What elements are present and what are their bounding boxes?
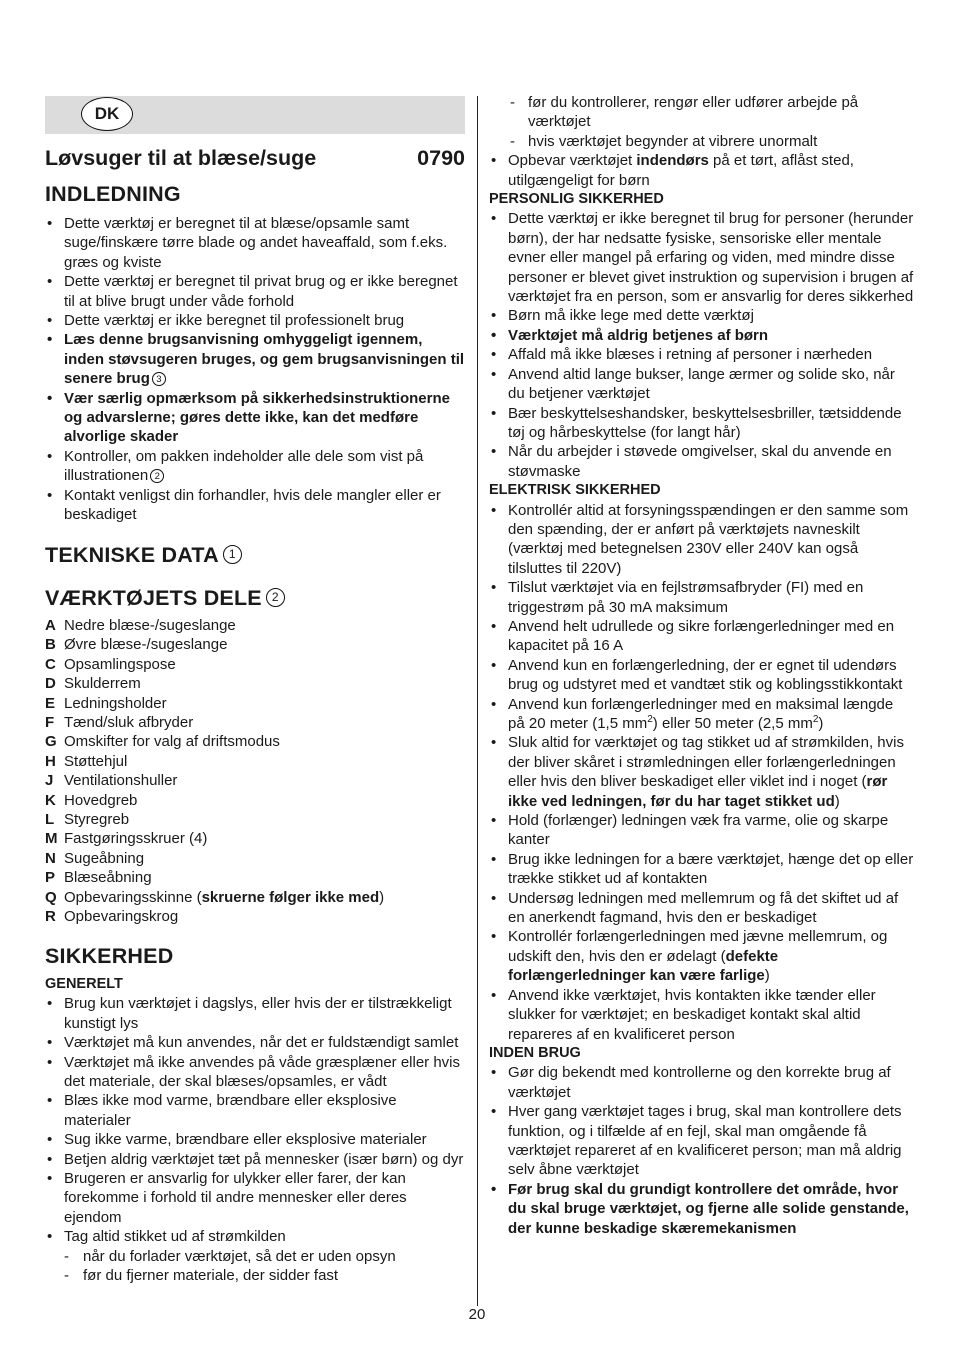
- part-text: Nedre blæse-/sugeslange: [64, 617, 236, 634]
- part-text: Øvre blæse-/sugeslange: [64, 636, 228, 654]
- parts-heading-text: VÆRKTØJETS DELE: [45, 586, 262, 610]
- item-text: Hver gang værktøjet tages i brug, skal man kontrollere dets funktion, og i tilfælde af en fejl, skal man omgående få værktøjet repareret af en kvalificeret person; man må aldrig selv åbne værktøjet: [508, 1103, 902, 1179]
- figure-ref: 2: [150, 469, 164, 483]
- parts-list: [45, 616, 465, 927]
- item-text: Undersøg ledningen med mellemrum og få det skiftet ud af en anerkendt fagmand, hvis den er beskadiget: [508, 889, 899, 927]
- list-item: [489, 695, 914, 734]
- item-text: Kontrollér altid at forsyningsspændingen er den samme som den spænding, der er anført på værktøjets navneskilt (værktøj med betegnelsen 230V eller 240V kan også tilsluttes til 220V): [508, 501, 909, 577]
- part-label: [64, 655, 176, 674]
- item-text: Dette værktøj er beregnet til at blæse/opsamle samt suge/finskære tørre blade og andet haveaffald, som f.eks. græs og kviste: [64, 215, 448, 271]
- part-label: [64, 674, 141, 693]
- part-item: [45, 868, 465, 887]
- techdata-heading: [45, 543, 242, 568]
- list-item: [489, 404, 914, 443]
- electrical-list: [489, 501, 914, 1044]
- item-text-mid: ) eller 50 meter (2,5 mm: [652, 715, 813, 732]
- document-title: [45, 146, 465, 171]
- intro-list: [45, 214, 465, 525]
- part-text: Opbevaringskrog: [64, 908, 179, 926]
- figure-ref-1: 1: [223, 545, 242, 564]
- part-text: Styregreb: [64, 811, 130, 829]
- part-key: G: [45, 733, 57, 751]
- list-item: [489, 326, 914, 345]
- list-item: - før du fjerner materiale, der sidder fast: [45, 1266, 465, 1285]
- storage-list: [489, 151, 914, 190]
- part-key: D: [45, 675, 56, 693]
- part-item: [45, 791, 465, 810]
- list-item: [489, 501, 914, 579]
- list-item: [45, 311, 465, 330]
- part-label: [64, 752, 127, 771]
- electrical-heading: ELEKTRISK SIKKERHED: [489, 482, 661, 499]
- general-heading: GENERELT: [45, 976, 123, 992]
- part-label: [64, 616, 236, 635]
- part-label: [64, 713, 193, 732]
- part-label: [64, 791, 137, 810]
- list-item: [489, 889, 914, 928]
- part-text: Fastgøringsskruer (4): [64, 830, 208, 848]
- list-item: [45, 272, 465, 311]
- list-item: [489, 811, 914, 850]
- part-key: E: [45, 694, 56, 712]
- item-text: Vær særlig opmærksom på sikkerhedsinstruktionerne og advarslerne; gøres dette ikke, kan det medføre alvorlige skader: [64, 389, 450, 446]
- list-item: • Brug kun værktøjet i dagslys, eller hvis der er tilstrækkeligt kunstigt lys: [45, 994, 465, 1033]
- item-text: Dette værktøj er ikke beregnet til brug for personer (herunder børn), der har nedsatte fysiske, sensoriske eller mentale evner eller mangel på erfaring og viden, med mindre disse personer er blevet givet instruktion og supervision i brugen af værktøjet fra en person, som er ansvarlig for deres sikkerhed: [508, 210, 914, 306]
- part-key: M: [45, 830, 58, 848]
- safety-heading: SIKKERHED: [45, 944, 174, 968]
- part-item: [45, 732, 465, 751]
- list-item: [489, 986, 914, 1044]
- item-text: Læs denne brugsanvisning omhyggeligt igennem, inden støvsugeren bruges, og gem brugsanvisningen til senere brug: [64, 331, 465, 388]
- list-item: [45, 214, 465, 272]
- part-label: [64, 732, 280, 751]
- list-item: [489, 365, 914, 404]
- item-text: Værktøjet må aldrig betjenes af børn: [508, 326, 769, 344]
- part-key: P: [45, 869, 56, 887]
- superscript: 2: [812, 714, 819, 725]
- list-item: [45, 447, 465, 486]
- general-safety: [45, 975, 465, 1286]
- part-text: Sugeåbning: [64, 849, 145, 867]
- part-text: Støttehjul: [64, 752, 128, 770]
- item-text: Før brug skal du grundigt kontrollere det område, hvor du skal bruge værktøjet, og fjerne alle solide genstande, der kunne beskadige skæremekanismen: [508, 1180, 909, 1237]
- superscript: 2: [647, 714, 653, 725]
- part-label: [64, 907, 178, 926]
- column-divider: [477, 96, 478, 1306]
- part-label: [64, 829, 207, 848]
- parts-list-container: [45, 616, 465, 927]
- list-item: [489, 850, 914, 889]
- part-text: Blæseåbning: [64, 869, 152, 887]
- personal-list: [489, 209, 914, 481]
- list-item: [489, 1063, 914, 1102]
- part-text: Ventilationshuller: [64, 772, 178, 790]
- part-label: [64, 771, 177, 790]
- part-key: R: [45, 908, 56, 926]
- list-item: • Betjen aldrig værktøjet tæt på mennesker (især børn) og dyr: [45, 1150, 465, 1169]
- item-text: Kontrollér forlængerledningen med jævne mellemrum, og udskift den, hvis den er ødelagt (: [508, 928, 888, 965]
- before-heading: INDEN BRUG: [489, 1044, 581, 1061]
- list-item: [489, 578, 914, 617]
- intro-list-container: [45, 214, 465, 525]
- part-label: [64, 888, 384, 907]
- product-title: Løvsuger til at blæse/suge: [45, 146, 317, 170]
- list-item: - før du kontrollerer, rengør eller udfører arbejde på værktøjet: [489, 93, 914, 132]
- part-text-after: ): [379, 888, 385, 906]
- list-item: [45, 486, 465, 525]
- list-item: [45, 330, 465, 388]
- list-item: • Værktøjet må ikke anvendes på våde græsplæner eller hvis det materiale, der skal blæses/opsamles, er vådt: [45, 1053, 465, 1092]
- list-item: [489, 442, 914, 481]
- item-text: Kontroller, om pakken indeholder alle dele som vist på illustrationen: [64, 447, 424, 485]
- list-item: • Brugeren er ansvarlig for ulykker eller farer, der kan forekomme i forhold til andre mennesker eller deres ejendom: [45, 1169, 465, 1227]
- parts-heading: [45, 586, 285, 611]
- item-text: Kontakt venligst din forhandler, hvis dele mangler eller er beskadiget: [64, 486, 441, 524]
- part-item: [45, 771, 465, 790]
- item-text-after: ): [818, 715, 824, 732]
- part-item: [45, 674, 465, 693]
- item-text: Affald må ikke blæses i retning af personer i nærheden: [508, 346, 873, 364]
- part-text: Opbevaringsskinne (: [64, 888, 202, 906]
- part-key: K: [45, 791, 56, 809]
- storage-bold: indendørs: [636, 152, 709, 170]
- list-item: • Sug ikke varme, brændbare eller eksplosive materialer: [45, 1130, 465, 1149]
- part-key: C: [45, 655, 56, 673]
- item-text: Bær beskyttelseshandsker, beskyttelsesbriller, tætsiddende tøj og hårbeskyttelse (for langt hår): [508, 404, 902, 441]
- item-text: Tilslut værktøjet via en fejlstrømsafbryder (FI) med en triggestrøm på 30 mA maksimum: [508, 579, 864, 616]
- language-bar: [45, 96, 465, 134]
- part-key: A: [45, 617, 56, 634]
- techdata-heading-text: TEKNISKE DATA: [45, 543, 219, 567]
- part-item: [45, 635, 465, 654]
- list-item: - hvis værktøjet begynder at vibrere unormalt: [489, 132, 914, 151]
- part-label: [64, 635, 227, 654]
- language-badge: DK: [81, 97, 133, 131]
- part-item: [45, 616, 465, 635]
- list-item: [489, 209, 914, 306]
- list-item: [489, 656, 914, 695]
- unplug-list-right: [489, 93, 914, 151]
- list-item: [489, 733, 914, 811]
- list-item: • Tag altid stikket ud af strømkilden: [45, 1227, 465, 1246]
- item-text: Når du arbejder i støvede omgivelser, skal du anvende en støvmaske: [508, 443, 892, 480]
- part-key: Q: [45, 888, 57, 906]
- item-bold: rør ikke ved ledningen, før du har taget stikket ud: [508, 773, 888, 810]
- general-list: [45, 994, 465, 1246]
- part-text: Tænd/sluk afbryder: [64, 714, 194, 732]
- part-text: Omskifter for valg af driftsmodus: [64, 733, 280, 751]
- figure-ref: 3: [152, 372, 166, 386]
- part-text: Hovedgreb: [64, 791, 138, 809]
- list-item: [489, 151, 914, 190]
- part-item: [45, 829, 465, 848]
- part-item: [45, 713, 465, 732]
- item-bold: defekte forlængerledninger kan være farlige: [508, 947, 779, 985]
- item-text: Sluk altid for værktøjet og tag stikket ud af strømkilden, hvis der bliver skåret i strømledningen eller forlængerledningen eller hvis den bliver beskadiget eller viklet ind i noget (: [508, 734, 904, 791]
- item-text: Brug ikke ledningen for a bære værktøjet, hænge det op eller trække stikket ud af kontakten: [508, 850, 914, 888]
- part-label: [64, 849, 144, 868]
- page-number: 20: [468, 1306, 486, 1323]
- part-key: F: [45, 714, 55, 732]
- part-key: L: [45, 811, 55, 829]
- item-text: Anvend kun forlængerledninger med en maksimal længde på 20 meter (1,5 mm: [508, 695, 894, 732]
- before-list: [489, 1063, 914, 1238]
- item-text: Anvend helt udrullede og sikre forlængerledninger med en kapacitet på 16 A: [508, 617, 895, 655]
- part-text: Ledningsholder: [64, 694, 167, 712]
- list-item: - når du forlader værktøjet, så det er uden opsyn: [45, 1247, 465, 1266]
- list-item: [45, 389, 465, 447]
- part-item: [45, 849, 465, 868]
- list-item: [489, 1102, 914, 1180]
- item-text: Anvend altid lange bukser, lange ærmer og solide sko, når du betjener værktøjet: [508, 365, 895, 403]
- figure-ref-2: 2: [266, 588, 285, 607]
- part-key: H: [45, 752, 56, 770]
- list-item: • Værktøjet må kun anvendes, når det er fuldstændigt samlet: [45, 1033, 465, 1052]
- item-text: Dette værktøj er ikke beregnet til professionelt brug: [64, 312, 405, 330]
- list-item: • Blæs ikke mod varme, brændbare eller eksplosive materialer: [45, 1091, 465, 1130]
- part-key: J: [45, 772, 54, 790]
- item-text-after: ): [834, 792, 840, 810]
- right-column: [489, 93, 914, 1238]
- list-item: [489, 927, 914, 985]
- part-item: [45, 907, 465, 926]
- part-item: [45, 810, 465, 829]
- personal-heading: PERSONLIG SIKKERHED: [489, 191, 664, 208]
- part-label: [64, 694, 167, 713]
- item-text: Gør dig bekendt med kontrollerne og den korrekte brug af værktøjet: [508, 1064, 891, 1101]
- model-number: 0790: [417, 146, 465, 170]
- part-bold: skruerne følger ikke med: [201, 888, 380, 906]
- item-text: Anvend kun en forlængerledning, der er egnet til udendørs brug og udstyret med et vandtæt stik og koblingsstikkontakt: [508, 656, 903, 694]
- part-item: [45, 655, 465, 674]
- storage-pre: Opbevar værktøjet: [508, 152, 637, 170]
- list-item: [489, 306, 914, 325]
- list-item: [489, 617, 914, 656]
- item-text: Dette værktøj er beregnet til privat brug og er ikke beregnet til at blive brugt under våde forhold: [64, 273, 458, 310]
- part-label: [64, 868, 152, 887]
- item-text-after: ): [764, 967, 770, 985]
- intro-heading: INDLEDNING: [45, 182, 181, 206]
- storage-post: på et tørt, aflåst sted, utilgængeligt for børn: [508, 152, 854, 189]
- list-item: [489, 345, 914, 364]
- item-text: Hold (forlænger) ledningen væk fra varme, olie og skarpe kanter: [508, 812, 889, 849]
- item-text: Anvend ikke værktøjet, hvis kontakten ikke tænder eller slukker for værktøjet; en beskadiget kontakt skal altid repareres af en kvalificeret person: [508, 986, 876, 1043]
- part-label: [64, 810, 129, 829]
- part-text: Opsamlingspose: [64, 655, 176, 673]
- item-text: Børn må ikke lege med dette værktøj: [508, 307, 754, 325]
- list-item: [489, 1180, 914, 1238]
- part-key: B: [45, 636, 56, 654]
- part-item: [45, 752, 465, 771]
- part-item: [45, 888, 465, 907]
- part-key: N: [45, 849, 56, 867]
- part-text: Skulderrem: [64, 675, 141, 693]
- unplug-list-left: [45, 1247, 465, 1286]
- part-item: [45, 694, 465, 713]
